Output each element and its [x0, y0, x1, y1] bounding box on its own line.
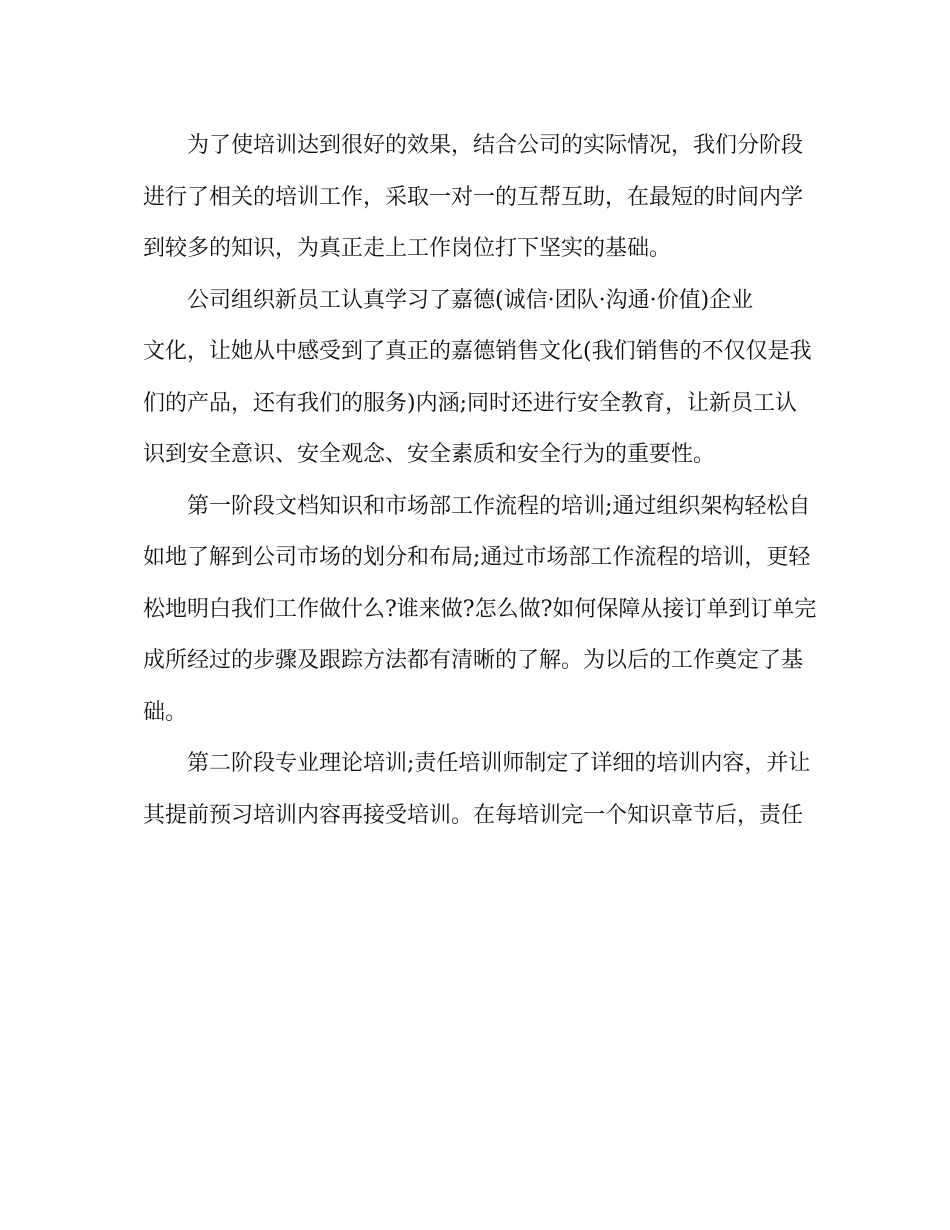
text-line: 们的产品，还有我们的服务)内涵;同时还进行安全教育，让新员工认 — [143, 390, 797, 416]
text-line: 到较多的知识，为真正走上工作岗位打下坚实的基础。 — [143, 236, 672, 261]
text-line: 松地明白我们工作做什么?谁来做?怎么做?如何保障从接订单到订单完 — [143, 596, 817, 622]
text-line: 为了使培训达到很好的效果，结合公司的实际情况，我们分阶段 — [187, 133, 804, 158]
text-line: 文化，让她从中感受到了真正的嘉德销售文化(我们销售的不仅仅是我 — [143, 339, 812, 364]
text-line: 如地了解到公司市场的划分和布局;通过市场部工作流程的培训，更轻 — [143, 545, 811, 570]
document-body — [143, 120, 817, 841]
paragraph-3 — [143, 481, 817, 739]
paragraph-2 — [143, 275, 812, 481]
text-line: 其提前预习培训内容再接受培训。在每培训完一个知识章节后，责任 — [143, 802, 804, 828]
text-line: 成所经过的步骤及跟踪方法都有清晰的了解。为以后的工作奠定了基 — [143, 648, 804, 673]
paragraph-4 — [143, 738, 811, 841]
text-line: 公司组织新员工认真学习了嘉德(诚信·团队·沟通·价值)企业 — [187, 287, 754, 313]
text-line: 第二阶段专业理论培训;责任培训师制定了详细的培训内容，并让 — [187, 751, 811, 776]
paragraph-1 — [143, 120, 807, 275]
text-line: 础。 — [143, 699, 188, 725]
text-line: 识到安全意识、安全观念、安全素质和安全行为的重要性。 — [143, 442, 716, 467]
text-line: 第一阶段文档知识和市场部工作流程的培训;通过组织架构轻松自 — [187, 493, 811, 519]
text-line: 进行了相关的培训工作，采取一对一的互帮互助，在最短的时间内学 — [143, 184, 804, 210]
